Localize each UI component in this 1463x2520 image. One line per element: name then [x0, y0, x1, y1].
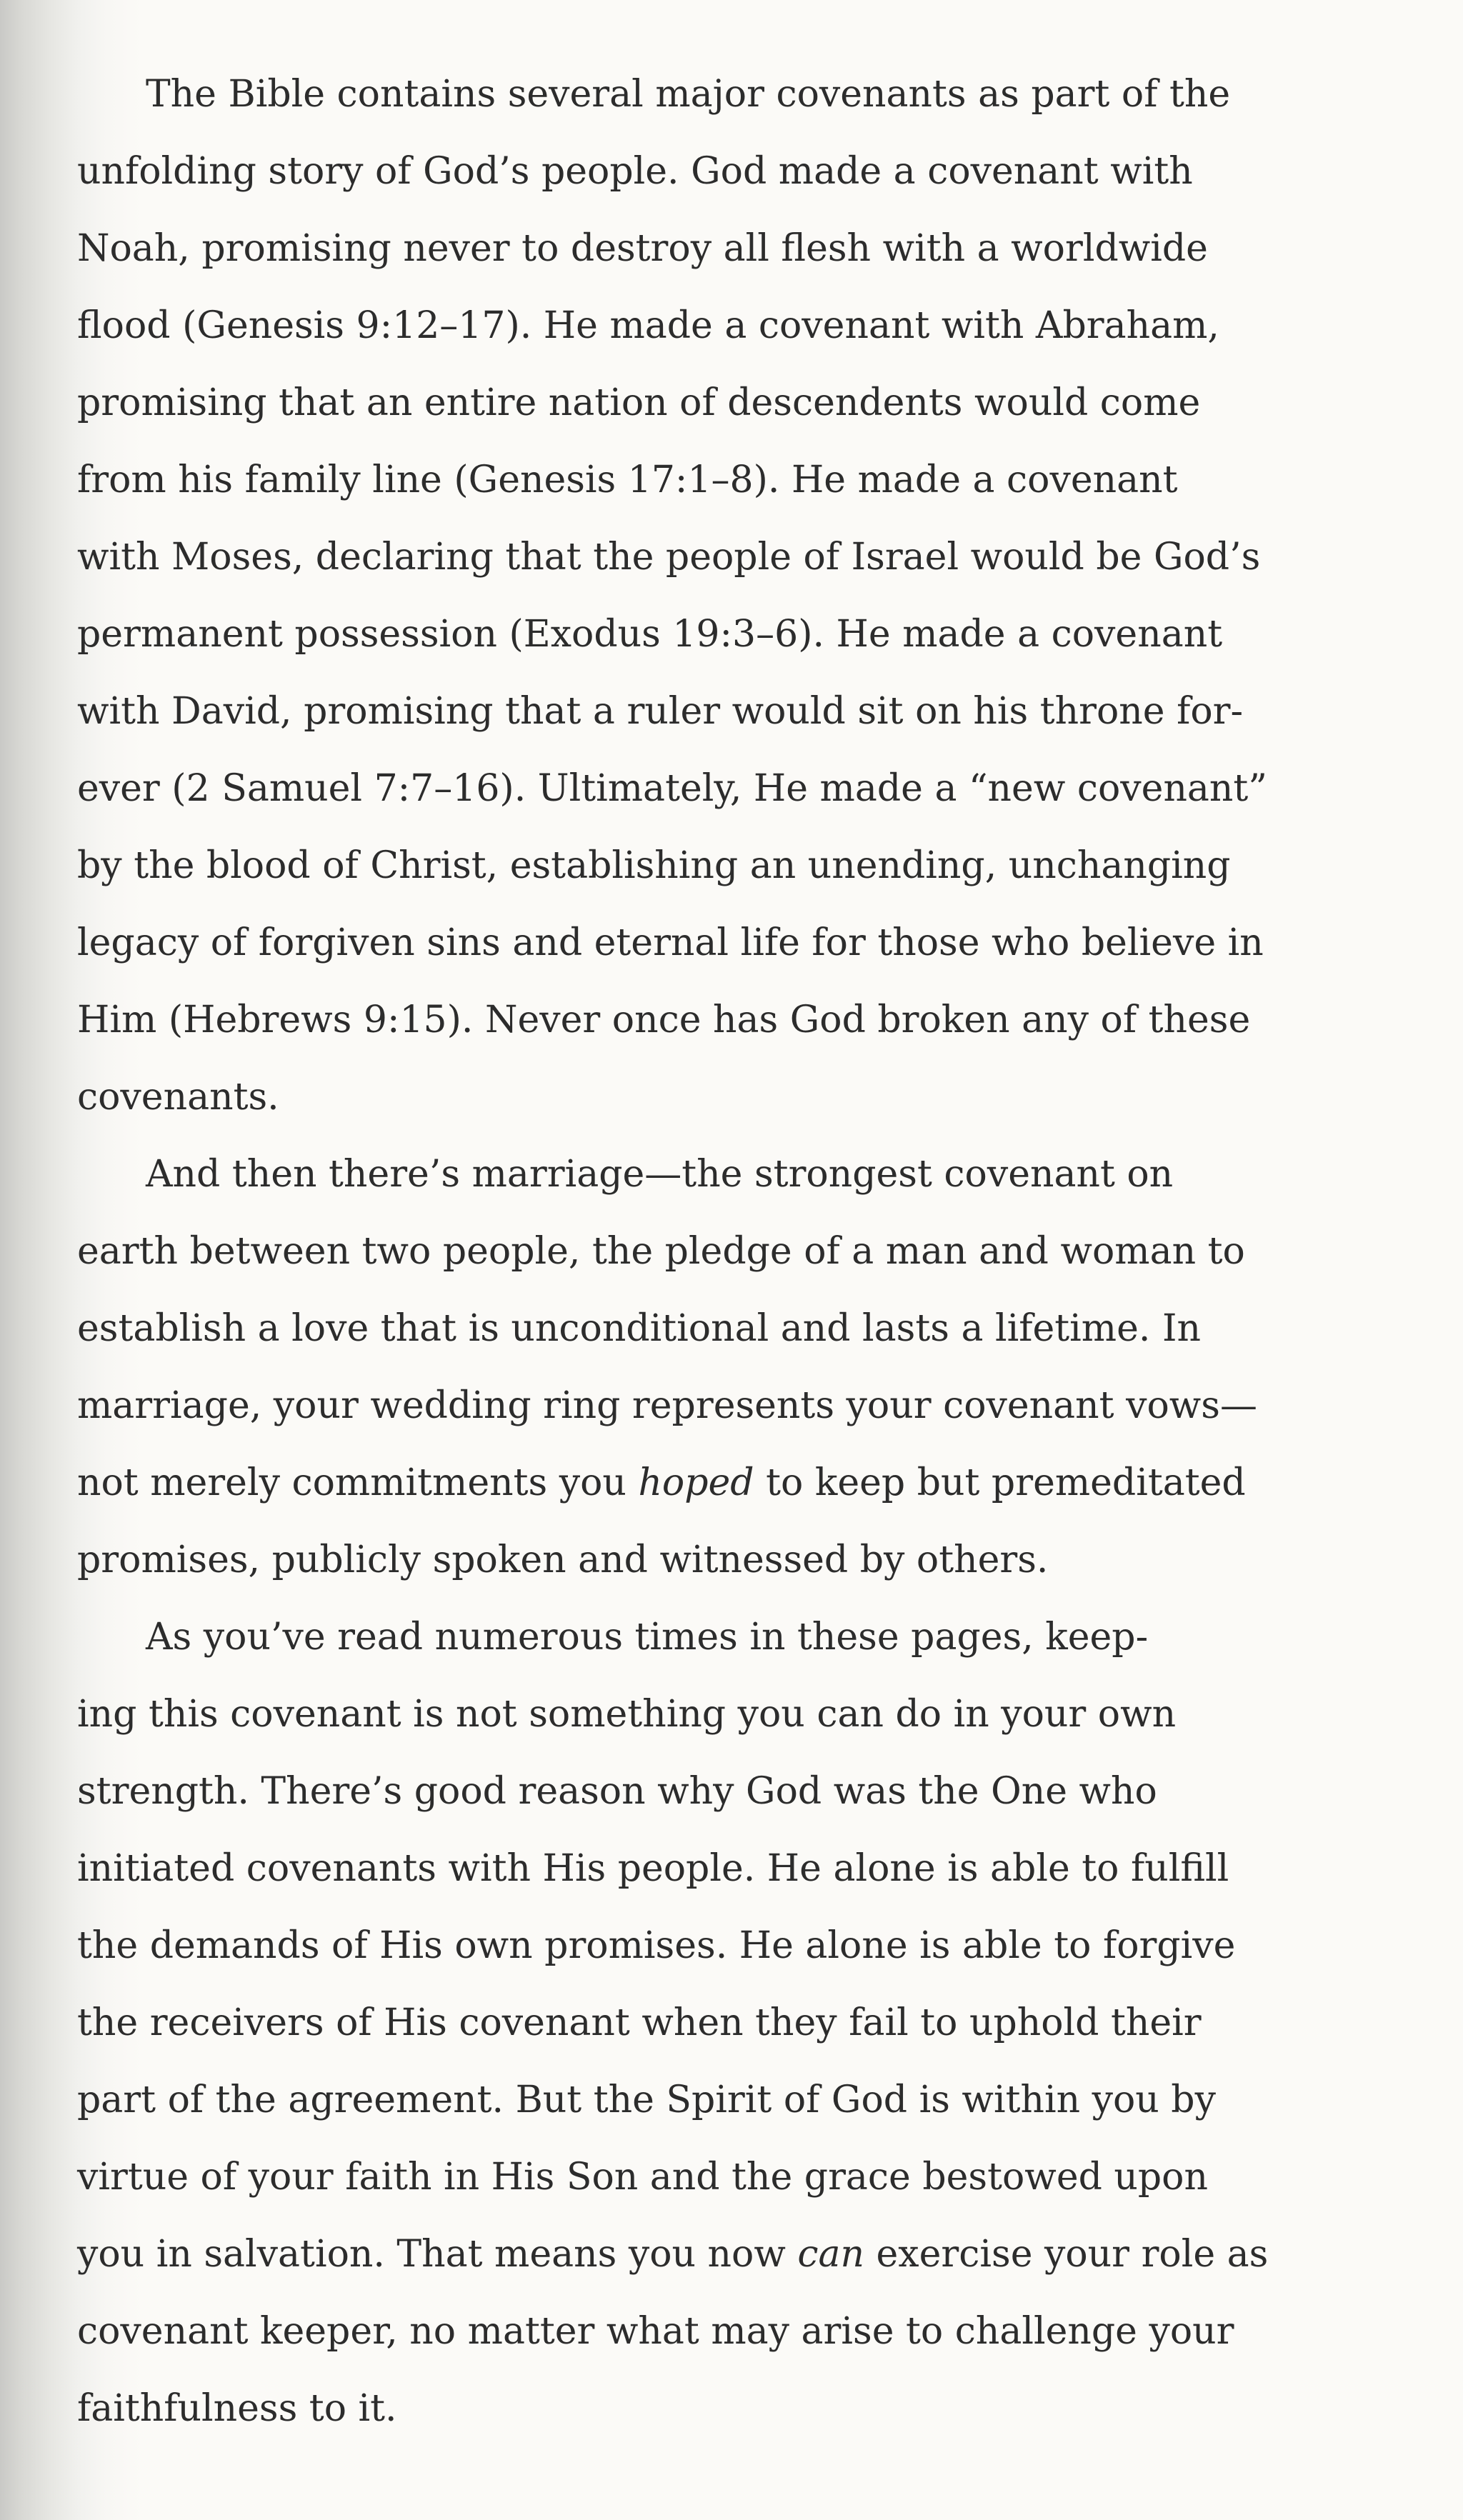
- text-line: [77, 1676, 1363, 1753]
- text-segment: by the blood of Christ, establishing an unending, unchanging: [77, 844, 1231, 887]
- italic-text: can: [797, 2233, 864, 2276]
- text-segment: ing this covenant is not something you can do in your own: [77, 1693, 1177, 1736]
- text-segment: to keep but premeditated: [754, 1461, 1246, 1504]
- text-line: [77, 364, 1363, 441]
- text-segment: permanent possession (Exodus 19:3–6). He made a covenant: [77, 613, 1223, 656]
- text-line: [77, 1444, 1363, 1521]
- text-segment: strength. There’s good reason why God was the One who: [77, 1770, 1157, 1813]
- text-segment: virtue of your faith in His Son and the grace bestowed upon: [77, 2156, 1208, 2199]
- text-segment: promising that an entire nation of descendents would come: [77, 381, 1201, 424]
- text-segment: with David, promising that a ruler would sit on his throne for-: [77, 690, 1244, 733]
- body-text: [77, 56, 1363, 2447]
- text-line: [77, 2293, 1363, 2370]
- text-line: [77, 210, 1363, 287]
- paragraph: [77, 56, 1363, 1136]
- text-line: [77, 519, 1363, 596]
- text-segment: earth between two people, the pledge of a man and woman to: [77, 1230, 1245, 1273]
- text-segment: exercise your role as: [864, 2233, 1269, 2276]
- text-segment: legacy of forgiven sins and eternal life for those who believe in: [77, 921, 1264, 964]
- text-line: [77, 2139, 1363, 2216]
- text-line: [77, 2216, 1363, 2293]
- text-segment: not merely commitments you: [77, 1461, 639, 1504]
- text-line: [77, 2061, 1363, 2139]
- text-line: [77, 1367, 1363, 1444]
- text-segment: Noah, promising never to destroy all flesh with a worldwide: [77, 227, 1208, 270]
- text-segment: flood (Genesis 9:12–17). He made a covenant with Abraham,: [77, 304, 1219, 347]
- text-segment: the demands of His own promises. He alone is able to forgive: [77, 1924, 1236, 1967]
- text-line: [77, 1290, 1363, 1367]
- text-segment: faithfulness to it.: [77, 2387, 397, 2430]
- text-line: [77, 1599, 1363, 1676]
- text-line: [77, 287, 1363, 364]
- text-segment: part of the agreement. But the Spirit of God is within you by: [77, 2079, 1216, 2121]
- text-segment: covenants.: [77, 1076, 279, 1119]
- text-segment: with Moses, declaring that the people of Israel would be God’s: [77, 536, 1261, 579]
- text-segment: Him (Hebrews 9:15). Never once has God broken any of these: [77, 999, 1251, 1041]
- text-line: [77, 1521, 1363, 1599]
- text-line: [77, 133, 1363, 210]
- text-segment: initiated covenants with His people. He alone is able to fulfill: [77, 1847, 1229, 1890]
- text-line: [77, 596, 1363, 673]
- italic-text: hoped: [638, 1461, 754, 1504]
- text-line: [77, 904, 1363, 981]
- text-segment: covenant keeper, no matter what may arise to challenge your: [77, 2310, 1234, 2353]
- text-line: [77, 1136, 1363, 1213]
- text-segment: the receivers of His covenant when they fail to uphold their: [77, 2001, 1202, 2044]
- text-line: [77, 827, 1363, 904]
- text-segment: The Bible contains several major covenants as part of the: [146, 73, 1231, 116]
- text-segment: And then there’s marriage—the strongest covenant on: [146, 1153, 1174, 1196]
- text-line: [77, 1213, 1363, 1290]
- text-line: [77, 1059, 1363, 1136]
- text-line: [77, 750, 1363, 827]
- text-line: [77, 1984, 1363, 2061]
- text-segment: you in salvation. That means you now: [77, 2233, 798, 2276]
- text-segment: from his family line (Genesis 17:1–8). He made a covenant: [77, 459, 1178, 501]
- text-line: [77, 1907, 1363, 1984]
- text-line: [77, 1830, 1363, 1907]
- text-line: [77, 673, 1363, 750]
- text-segment: establish a love that is unconditional and lasts a lifetime. In: [77, 1307, 1201, 1350]
- paragraph: [77, 1599, 1363, 2447]
- text-segment: ever (2 Samuel 7:7–16). Ultimately, He made a “new covenant”: [77, 767, 1267, 810]
- text-segment: marriage, your wedding ring represents your covenant vows—: [77, 1384, 1257, 1427]
- text-segment: As you’ve read numerous times in these pages, keep-: [146, 1616, 1149, 1659]
- text-segment: promises, publicly spoken and witnessed by others.: [77, 1539, 1049, 1581]
- text-segment: unfolding story of God’s people. God made a covenant with: [77, 150, 1193, 193]
- text-line: [77, 1753, 1363, 1830]
- text-line: [77, 2370, 1363, 2447]
- text-line: [77, 981, 1363, 1059]
- paragraph: [77, 1136, 1363, 1599]
- text-line: [77, 441, 1363, 519]
- text-line: [77, 56, 1363, 133]
